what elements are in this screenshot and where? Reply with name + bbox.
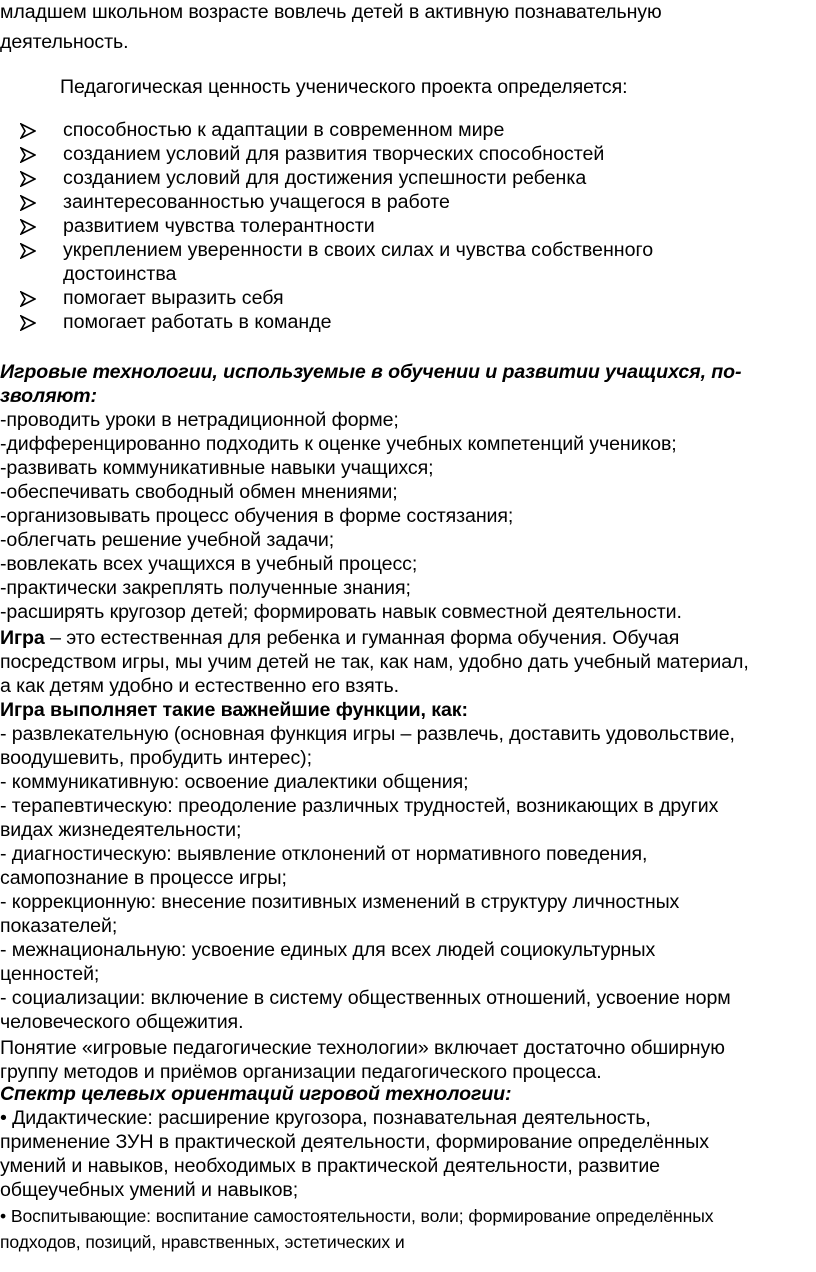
concept-line-1: Понятие «игровые педагогические технологии» включает достаточно обширную	[0, 1037, 725, 1059]
function-line: показателей;	[0, 915, 118, 937]
list-item-text: способностью к адаптации в современном мире	[63, 119, 505, 141]
list-item-text: укреплением уверенности в своих силах и чувства собственного	[63, 239, 654, 261]
game-tech-heading-line-1: Игровые технологии, используемые в обучении и развитии учащихся, по-	[0, 361, 742, 383]
spectrum-line: • Воспитывающие: воспитание самостоятельности, воли; формирование определённых	[0, 1206, 714, 1226]
list-item: -дифференцированно подходить к оценке учебных компетенций учеников;	[0, 433, 677, 455]
list-item-text: заинтересованностью учащегося в работе	[63, 191, 450, 213]
intro-line-2: деятельность.	[0, 31, 129, 53]
arrowhead-bullet-icon	[20, 195, 36, 211]
function-line: - межнациональную: усвоение единых для всех людей социокультурных	[0, 939, 656, 961]
function-line: - коммуникативную: освоение диалектики общения;	[0, 771, 469, 793]
arrowhead-bullet-icon	[20, 123, 36, 139]
arrowhead-bullet-icon	[20, 315, 36, 331]
function-line: видах жизнедеятельности;	[0, 819, 242, 841]
arrowhead-bullet-icon	[20, 171, 36, 187]
game-def-line-1	[0, 626, 679, 650]
function-line: - диагностическую: выявление отклонений от нормативного поведения,	[0, 843, 648, 865]
list-item: -вовлекать всех учащихся в учебный процесс;	[0, 553, 418, 575]
arrowhead-bullet-icon	[20, 291, 36, 307]
spectrum-heading: Спектр целевых ориентаций игровой технологии:	[0, 1083, 512, 1105]
arrowhead-bullet-icon	[20, 243, 36, 259]
function-line: ценностей;	[0, 963, 100, 985]
arrowhead-bullet-icon	[20, 219, 36, 235]
list-item-text: помогает выразить себя	[63, 287, 284, 309]
function-line: - коррекционную: внесение позитивных изменений в структуру личностных	[0, 891, 680, 913]
functions-heading: Игра выполняет такие важнейшие функции, как:	[0, 699, 468, 721]
function-line: - терапевтическую: преодоление различных трудностей, возникающих в других	[0, 795, 719, 817]
function-line: самопознание в процессе игры;	[0, 867, 287, 889]
game-def-bold-word: Игра	[0, 627, 45, 649]
spectrum-line: подходов, позиций, нравственных, эстетических и	[0, 1232, 405, 1252]
game-tech-heading-line-2: зволяют:	[0, 385, 97, 407]
function-line: - социализации: включение в систему общественных отношений, усвоение норм	[0, 987, 731, 1009]
spectrum-line: применение ЗУН в практической деятельности, формирование определённых	[0, 1131, 709, 1153]
list-item-text: развитием чувства толерантности	[63, 215, 375, 237]
game-def-line-3: а как детям удобно и естественно его взять.	[0, 675, 399, 697]
spectrum-line: общеучебных умений и навыков;	[0, 1179, 299, 1201]
function-line: - развлекательную (основная функция игры – развлечь, доставить удовольствие,	[0, 723, 735, 745]
list-item: -практически закреплять полученные знания;	[0, 577, 411, 599]
list-item: -обеспечивать свободный обмен мнениями;	[0, 481, 398, 503]
game-def-line-2: посредством игры, мы учим детей не так, как нам, удобно дать учебный материал,	[0, 651, 749, 673]
game-def-line-1-text: – это естественная для ребенка и гуманная форма обучения. Обучая	[44, 627, 680, 649]
list-item: -организовывать процесс обучения в форме состязания;	[0, 505, 514, 527]
spectrum-line: умений и навыков, необходимых в практической деятельности, развитие	[0, 1155, 660, 1177]
list-item-text: созданием условий для развития творческих способностей	[63, 143, 605, 165]
function-line: воодушевить, пробудить интерес);	[0, 747, 312, 769]
concept-line-2: группу методов и приёмов организации педагогического процесса.	[0, 1061, 602, 1083]
list-item: -расширять кругозор детей; формировать навык совместной деятельности.	[0, 601, 682, 623]
arrowhead-bullet-icon	[20, 147, 36, 163]
list-item: -облегчать решение учебной задачи;	[0, 529, 335, 551]
list-item-text-continued: достоинства	[63, 263, 177, 285]
function-line: человеческого общежития.	[0, 1011, 244, 1033]
list-item-text: помогает работать в команде	[63, 311, 332, 333]
spectrum-line: • Дидактические: расширение кругозора, познавательная деятельность,	[0, 1107, 651, 1129]
list-item: -проводить уроки в нетрадиционной форме;	[0, 409, 399, 431]
intro-line-1: младшем школьном возрасте вовлечь детей в активную познавательную	[0, 1, 662, 23]
list-item: -развивать коммуникативные навыки учащихся;	[0, 457, 434, 479]
list-item-text: созданием условий для достижения успешности ребенка	[63, 167, 587, 189]
value-heading: Педагогическая ценность ученического проекта определяется:	[60, 76, 628, 98]
